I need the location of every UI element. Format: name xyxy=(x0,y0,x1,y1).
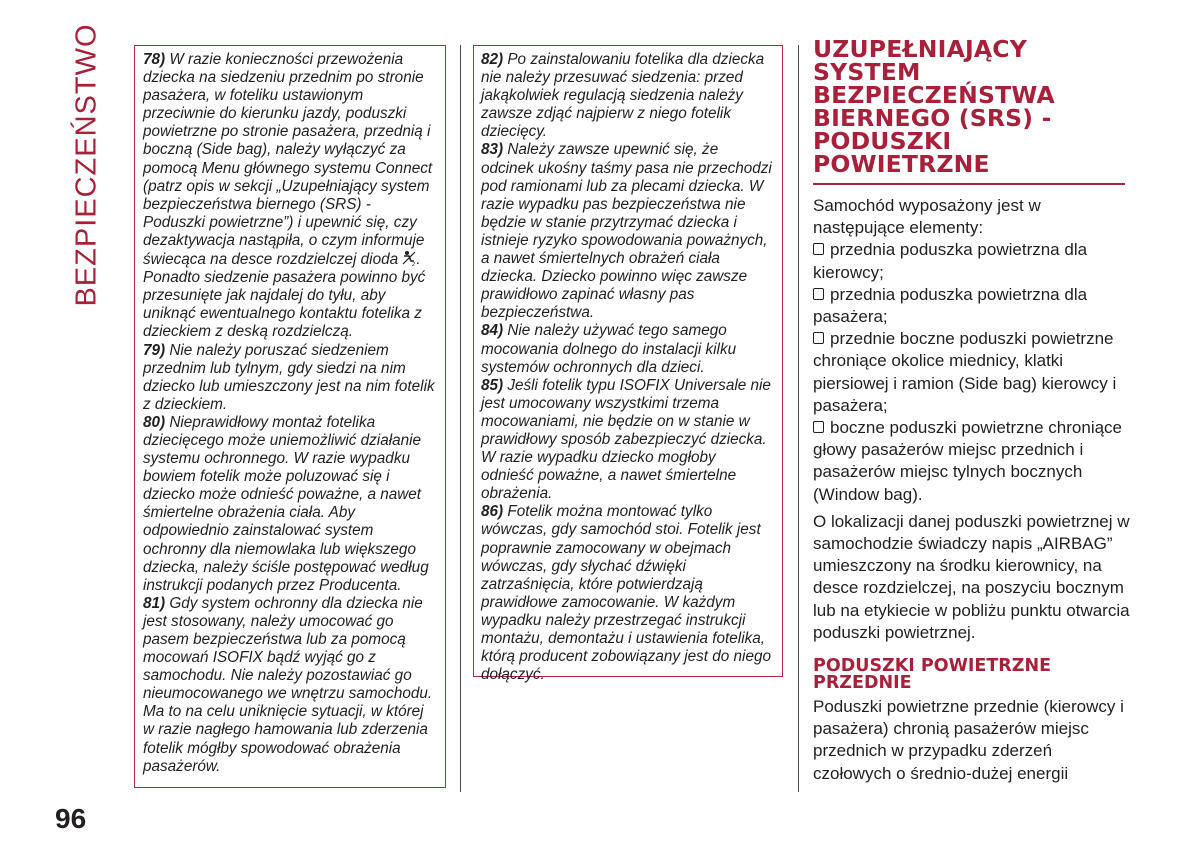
note-78 xyxy=(143,51,435,342)
note-85 xyxy=(481,377,772,504)
note-80 xyxy=(143,414,435,595)
note-number: 81) xyxy=(143,594,166,612)
subsection-title xyxy=(813,658,1131,692)
airbag-off-icon xyxy=(402,250,416,266)
section-tab-label: BEZPIECZEŃSTWO xyxy=(70,23,103,307)
note-84 xyxy=(481,322,772,376)
section-title-line: BIERNEGO (SRS) - xyxy=(813,104,1052,132)
main-content xyxy=(813,35,1131,785)
note-number: 84) xyxy=(481,322,504,340)
list-item xyxy=(813,417,1131,506)
list-item-text: boczne poduszki powietrzne chroniące głowy pasażerów miejsc przednich i pasażerów miejsc tylnych bocznych (Window bag). xyxy=(813,418,1123,504)
note-text: Nie należy używać tego samego mocowania dolnego do instalacji kilku systemów ochronnych dla dzieci. xyxy=(481,322,737,376)
note-83 xyxy=(481,141,772,322)
note-text: Gdy system ochronny dla dziecka nie jest stosowany, należy umocować go pasem bezpieczeństwa lub za pomocą mocowań ISOFIX bądź wyjąć go z samochodu. Nie należy pozostawiać go nieumocowanego we wnętrzu samochodu. Ma to na celu uniknięcie sytuacji, w której w razie nagłego hamowania lub zderzenia fotelik mógłby spowodować obrażenia pasażerów. xyxy=(143,594,433,775)
note-number: 83) xyxy=(481,141,504,159)
note-text: Nieprawidłowy montaż fotelika dziecięcego może uniemożliwić działanie systemu ochronnego. W razie wypadku bowiem fotelik może poluzować się i dziecko może odnieść poważne, a nawet śmiertelne obrażenia ciała. Aby odpowiednio zainstalować system ochronny dla niemowlaka lub większego dziecka, należy ściśle postępować według instrukcji podanych przez Producenta. xyxy=(143,413,429,594)
svg-text:2: 2 xyxy=(412,262,416,267)
list-item-text: przednia poduszka powietrzna dla pasażera; xyxy=(813,284,1088,327)
note-number: 85) xyxy=(481,376,504,394)
list-item-text: przednia poduszka powietrzna dla kierowcy; xyxy=(813,240,1088,282)
note-81 xyxy=(143,595,435,776)
list-item-text: przednie boczne poduszki powietrzne chroniące okolice miednicy, klatki piersiowej i ramion (Side bag) kierowcy i pasażera; xyxy=(813,329,1117,415)
location-paragraph: O lokalizacji danej poduszki powietrznej w samochodzie świadczy napis „AIRBAG” umieszczony na środku kierownicy, na desce rozdzielczej, na poszyciu bocznym lub na etykiecie w pobliżu punktu otwarcia poduszki powietrznej. xyxy=(813,511,1130,642)
list-item xyxy=(813,239,1131,283)
page-number: 96 xyxy=(55,803,87,834)
section-title-line: POWIETRZNE xyxy=(813,150,990,178)
section-title-line: UZUPEŁNIAJĄCY xyxy=(813,35,1027,63)
column-divider-2 xyxy=(798,45,799,792)
title-underline xyxy=(813,183,1125,185)
note-number: 80) xyxy=(143,413,166,431)
section-title-line: PODUSZKI xyxy=(813,127,952,155)
warning-notes-left xyxy=(134,45,446,788)
note-text-continued: . Ponadto siedzenie pasażera powinno być przesunięte jak najdalej do tyłu, aby uniknąć ewentualnego kontaktu fotelika z dzieckiem z deską rozdzielczą. xyxy=(143,251,426,341)
list-item xyxy=(813,328,1131,417)
section-title xyxy=(813,35,1131,178)
note-number: 79) xyxy=(143,341,166,359)
note-text: Należy zawsze upewnić się, że odcinek ukośny taśmy pasa nie przechodzi pod ramionami lub za plecami dziecka. W razie wypadku pas bezpieczeństwa nie będzie w stanie przytrzymać dziecka i istnieje ryzyko spowodowania poważnych, a nawet śmiertelnych obrażeń ciała dziecka. Dziecko powinno więc zawsze prawidłowo zapinać własny pas bezpieczeństwa. xyxy=(481,141,772,322)
note-text: Jeśli fotelik typu ISOFIX Universale nie jest umocowany wszystkimi trzema mocowaniami, nie będzie on w stanie w prawidłowy sposób zabezpieczyć dziecka. W razie wypadku dziecko mogłoby odnieść poważne, a nawet śmiertelne obrażenia. xyxy=(481,376,771,503)
note-text: Po zainstalowaniu fotelika dla dziecka nie należy przesuwać siedzenia: przed jakąkolwiek regulacją siedzenia należy zawsze zdjąć najpierw z niego fotelik dziecięcy. xyxy=(481,51,765,141)
note-82 xyxy=(481,51,772,141)
section-tab xyxy=(65,23,109,307)
square-bullet-icon xyxy=(813,421,824,433)
note-86 xyxy=(481,503,772,684)
section-title-line: BEZPIECZEŃSTWA xyxy=(813,81,1055,109)
list-item xyxy=(813,284,1131,328)
note-number: 78) xyxy=(143,51,166,68)
column-divider-1 xyxy=(460,45,461,792)
intro-paragraph: Samochód wyposażony jest w następujące elementy: xyxy=(813,196,1041,238)
note-number: 82) xyxy=(481,51,504,68)
square-bullet-icon xyxy=(813,288,824,300)
subsection-title-line: PODUSZKI POWIETRZNE xyxy=(813,656,1052,677)
note-text: W razie konieczności przewożenia dziecka na siedzeniu przednim po stronie pasażera, w foteliku ustawionym przeciwnie do kierunku jazdy, poduszki powietrzne po stronie pasażera, przednią i boczną (Side bag), należy wyłączyć za pomocą Menu głównego systemu Connect (patrz opis w sekcji „Uzupełniający system bezpieczeństwa biernego (SRS) - Poduszki powietrzne”) i upewnić się, czy dezaktywacja nastąpiła, o czym informuje świecąca na desce rozdzielczej dioda xyxy=(143,51,433,269)
note-text: Nie należy poruszać siedzeniem przednim lub tylnym, gdy siedzi na nim dziecko lub umieszczony jest na nim fotelik z dzieckiem. xyxy=(143,341,435,413)
warning-notes-middle xyxy=(473,45,783,684)
subsection-title-line: PRZEDNIE xyxy=(813,673,912,694)
section-title-line: SYSTEM xyxy=(813,58,921,86)
square-bullet-icon xyxy=(813,243,824,255)
note-79 xyxy=(143,342,435,414)
front-airbags-paragraph: Poduszki powietrzne przednie (kierowcy i pasażera) chronią pasażerów miejsc przednich w przypadku zderzeń czołowych o średnio-dużej energii xyxy=(813,697,1124,783)
square-bullet-icon xyxy=(813,332,824,344)
note-text: Fotelik można montować tylko wówczas, gdy samochód stoi. Fotelik jest poprawnie zamocowany w obejmach wówczas, gdy słychać dźwięki zatrzaśnięcia, które potwierdzają prawidłowe zamocowanie. W każdym wypadku należy przestrzegać instrukcji montażu, demontażu i ustawienia fotelika, którą producent zobowiązany jest do niego dołączyć. xyxy=(481,503,771,684)
note-number: 86) xyxy=(481,503,504,521)
